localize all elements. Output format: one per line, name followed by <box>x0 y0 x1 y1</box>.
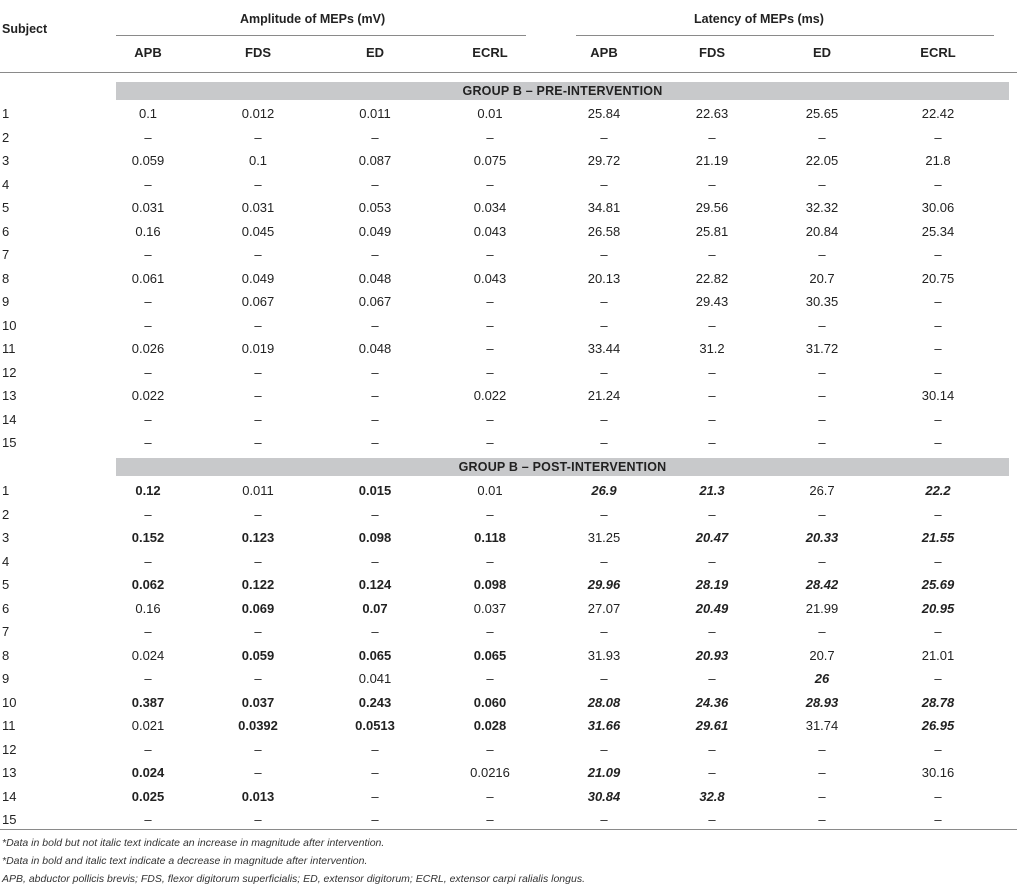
table-cell: 0.031 <box>241 200 275 215</box>
table-cell: – <box>600 624 608 639</box>
subject-id: 4 <box>2 176 10 192</box>
table-cell: – <box>486 624 494 639</box>
table-cell: – <box>818 247 826 262</box>
table-cell: – <box>371 411 379 427</box>
table-cell: 0.059 <box>131 153 165 168</box>
table-cell: 0.045 <box>241 223 275 239</box>
table-cell: – <box>144 506 152 522</box>
table-cell: – <box>486 788 494 804</box>
table-cell: 31.93 <box>587 647 621 663</box>
table-cell: 21.55 <box>921 530 955 545</box>
section-title-band: GROUP B – POST-INTERVENTION <box>116 458 1009 476</box>
table-cell: 21.3 <box>699 483 725 498</box>
table-cell: – <box>934 317 942 333</box>
table-cell: 30.16 <box>921 765 955 780</box>
table-cell: 25.84 <box>587 106 621 121</box>
subject-id: 2 <box>2 129 10 145</box>
table-cell: – <box>254 435 262 450</box>
table-cell: 21.01 <box>921 647 955 663</box>
table-cell: 20.75 <box>921 270 955 286</box>
table-cell: 0.124 <box>358 577 392 592</box>
table-cell: 30.14 <box>921 388 955 403</box>
table-cell: 21.8 <box>925 153 951 168</box>
table-cell: 26.58 <box>587 223 621 239</box>
table-cell: 20.7 <box>809 270 835 286</box>
subject-id: 8 <box>2 647 10 663</box>
table-cell: – <box>371 765 379 780</box>
table-cell: – <box>708 812 716 827</box>
table-cell: – <box>818 765 826 780</box>
table-cell: 25.81 <box>695 223 729 239</box>
table-cell: 26 <box>814 671 830 686</box>
table-cell: – <box>371 788 379 804</box>
table-cell: 34.81 <box>587 200 621 215</box>
table-cell: – <box>934 176 942 192</box>
table-cell: – <box>934 812 942 827</box>
table-cell: 28.78 <box>921 694 955 710</box>
table-cell: – <box>144 624 152 639</box>
table-cell: 20.33 <box>805 530 839 545</box>
table-cell: – <box>371 506 379 522</box>
table-cell: – <box>818 435 826 450</box>
table-cell: – <box>254 506 262 522</box>
table-cell: – <box>600 411 608 427</box>
subject-id: 6 <box>2 600 10 616</box>
table-cell: 0.069 <box>241 600 275 616</box>
muscle-column-header: APB <box>134 45 162 60</box>
table-cell: 0.037 <box>241 694 275 710</box>
table-cell: 32.8 <box>699 788 725 804</box>
table-cell: – <box>934 788 942 804</box>
table-cell: – <box>600 176 608 192</box>
table-cell: 0.152 <box>131 530 165 545</box>
muscle-column-header: FDS <box>699 45 725 60</box>
table-cell: 0.065 <box>358 647 392 663</box>
table-cell: – <box>708 553 716 569</box>
table-cell: 0.022 <box>131 388 165 403</box>
table-cell: – <box>254 388 262 403</box>
table-cell: 31.2 <box>699 341 725 356</box>
subject-id: 6 <box>2 223 10 239</box>
table-cell: – <box>600 435 608 450</box>
table-cell: – <box>818 176 826 192</box>
table-cell: 0.062 <box>131 577 165 592</box>
table-cell: – <box>600 364 608 380</box>
table-cell: – <box>254 317 262 333</box>
muscle-column-header: ECRL <box>920 45 956 60</box>
subject-id: 1 <box>2 483 10 498</box>
subject-id: 2 <box>2 506 10 522</box>
subject-id: 8 <box>2 270 10 286</box>
subject-id: 1 <box>2 106 10 121</box>
table-cell: 22.82 <box>695 270 729 286</box>
table-cell: – <box>600 506 608 522</box>
muscle-column-header: ECRL <box>472 45 508 60</box>
table-cell: – <box>934 341 942 356</box>
table-cell: 0.015 <box>358 483 392 498</box>
table-cell: – <box>934 435 942 450</box>
table-cell: – <box>708 435 716 450</box>
table-cell: – <box>144 317 152 333</box>
table-cell: 0.098 <box>358 530 392 545</box>
table-cell: – <box>371 435 379 450</box>
subject-id: 13 <box>2 388 17 403</box>
latency-group-header: Latency of MEPs (ms) <box>694 12 824 26</box>
table-cell: – <box>934 247 942 262</box>
subject-id: 9 <box>2 671 10 686</box>
table-cell: 22.05 <box>805 153 839 168</box>
header-bottom-rule <box>0 72 1017 73</box>
section-title-band: GROUP B – PRE-INTERVENTION <box>116 82 1009 100</box>
subject-id: 14 <box>2 788 17 804</box>
table-cell: – <box>371 624 379 639</box>
table-cell: – <box>371 317 379 333</box>
muscle-column-header: ED <box>365 45 385 60</box>
table-cell: 21.24 <box>587 388 621 403</box>
table-cell: – <box>708 411 716 427</box>
table-cell: 0.067 <box>241 294 275 309</box>
subject-id: 12 <box>2 364 17 380</box>
table-cell: – <box>934 294 942 309</box>
table-cell: 0.059 <box>241 647 275 663</box>
subject-id: 15 <box>2 435 17 450</box>
table-cell: 26.7 <box>809 483 835 498</box>
table-cell: – <box>818 741 826 757</box>
table-cell: 21.19 <box>695 153 729 168</box>
table-cell: – <box>818 506 826 522</box>
subject-id: 5 <box>2 200 10 215</box>
table-cell: 0.049 <box>241 270 275 286</box>
table-cell: – <box>818 553 826 569</box>
table-cell: 21.09 <box>587 765 621 780</box>
subject-id: 7 <box>2 624 10 639</box>
table-cell: – <box>144 364 152 380</box>
table-cell: 0.0216 <box>470 765 510 780</box>
table-cell: – <box>600 129 608 145</box>
table-cell: – <box>486 294 494 309</box>
table-cell: – <box>708 765 716 780</box>
table-cell: 26.9 <box>591 483 617 498</box>
table-cell: – <box>600 553 608 569</box>
table-cell: – <box>708 506 716 522</box>
table-cell: 0.01 <box>477 106 503 121</box>
table-cell: 31.74 <box>805 718 839 733</box>
subject-id: 3 <box>2 153 10 168</box>
table-cell: 30.84 <box>587 788 621 804</box>
table-cell: 29.61 <box>695 718 729 733</box>
table-cell: – <box>144 176 152 192</box>
table-cell: – <box>254 624 262 639</box>
table-cell: – <box>486 364 494 380</box>
table-cell: 0.1 <box>138 106 158 121</box>
table-cell: 25.34 <box>921 223 955 239</box>
table-cell: 0.075 <box>473 153 507 168</box>
table-cell: – <box>708 176 716 192</box>
table-cell: – <box>371 176 379 192</box>
table-cell: – <box>144 741 152 757</box>
table-cell: – <box>144 294 152 309</box>
subject-id: 14 <box>2 411 17 427</box>
table-cell: – <box>934 741 942 757</box>
table-cell: – <box>934 553 942 569</box>
table-cell: 0.387 <box>131 694 165 710</box>
table-cell: – <box>144 435 152 450</box>
table-cell: 29.43 <box>695 294 729 309</box>
table-cell: 0.061 <box>131 270 165 286</box>
table-cell: – <box>708 624 716 639</box>
table-cell: 33.44 <box>587 341 621 356</box>
table-cell: 0.025 <box>131 788 165 804</box>
table-cell: 29.96 <box>587 577 621 592</box>
table-cell: 0.01 <box>477 483 503 498</box>
table-cell: 0.098 <box>473 577 507 592</box>
table-cell: 0.031 <box>131 200 165 215</box>
table-cell: 20.93 <box>695 647 729 663</box>
table-cell: – <box>144 411 152 427</box>
table-cell: 31.66 <box>587 718 621 733</box>
table-cell: – <box>254 741 262 757</box>
table-cell: 0.122 <box>241 577 275 592</box>
table-cell: 30.35 <box>805 294 839 309</box>
table-cell: 20.47 <box>695 530 729 545</box>
table-cell: – <box>371 129 379 145</box>
table-cell: – <box>934 411 942 427</box>
table-cell: 31.25 <box>587 530 621 545</box>
table-cell: 0.012 <box>241 106 275 121</box>
footnote-bold-italic: *Data in bold and italic text indicate a decrease in magnitude after intervention. <box>2 855 368 867</box>
table-cell: 0.048 <box>358 341 392 356</box>
table-cell: – <box>486 176 494 192</box>
table-cell: 0.16 <box>135 600 161 616</box>
table-cell: – <box>144 553 152 569</box>
table-cell: 28.93 <box>805 694 839 710</box>
table-cell: – <box>600 294 608 309</box>
table-cell: – <box>144 247 152 262</box>
table-cell: 0.048 <box>358 270 392 286</box>
subject-id: 12 <box>2 741 17 757</box>
table-cell: – <box>486 129 494 145</box>
subject-id: 13 <box>2 765 17 780</box>
table-cell: 21.99 <box>805 600 839 616</box>
table-cell: – <box>708 671 716 686</box>
table-cell: 0.011 <box>359 106 391 121</box>
table-cell: – <box>486 341 494 356</box>
table-cell: – <box>818 364 826 380</box>
subject-id: 5 <box>2 577 10 592</box>
table-cell: 26.95 <box>921 718 955 733</box>
muscle-column-header: FDS <box>245 45 271 60</box>
table-cell: – <box>934 364 942 380</box>
subject-id: 15 <box>2 812 17 827</box>
table-cell: 20.13 <box>587 270 621 286</box>
table-cell: 32.32 <box>805 200 839 215</box>
table-cell: 28.08 <box>587 694 621 710</box>
table-cell: 0.037 <box>473 600 507 616</box>
table-cell: – <box>371 364 379 380</box>
table-cell: – <box>600 741 608 757</box>
footnote-abbreviations: APB, abductor pollicis brevis; FDS, flexor digitorum superficialis; ED, extensor digitorum; ECRL, extensor carpi ralialis longus. <box>2 873 585 885</box>
subject-id: 9 <box>2 294 10 309</box>
table-cell: 0.049 <box>358 223 392 239</box>
table-cell: – <box>600 247 608 262</box>
table-cell: 0.026 <box>131 341 165 356</box>
subject-id: 7 <box>2 247 10 262</box>
table-cell: – <box>818 624 826 639</box>
table-cell: 25.65 <box>805 106 839 121</box>
table-cell: – <box>254 247 262 262</box>
table-cell: 0.07 <box>362 600 388 616</box>
table-cell: – <box>254 765 262 780</box>
table-cell: 0.0513 <box>355 718 395 733</box>
table-cell: – <box>486 435 494 450</box>
table-cell: – <box>371 388 379 403</box>
table-cell: 0.087 <box>358 153 392 168</box>
table-cell: – <box>144 812 152 827</box>
table-cell: 28.19 <box>695 577 729 592</box>
table-cell: – <box>371 247 379 262</box>
table-cell: 0.067 <box>358 294 392 309</box>
table-cell: – <box>254 671 262 686</box>
table-cell: – <box>371 741 379 757</box>
subject-id: 10 <box>2 694 17 710</box>
table-cell: 0.043 <box>473 270 507 286</box>
table-cell: – <box>708 388 716 403</box>
table-cell: 0.118 <box>474 530 506 545</box>
table-cell: 31.72 <box>805 341 839 356</box>
table-cell: – <box>818 129 826 145</box>
table-cell: – <box>254 364 262 380</box>
table-cell: – <box>144 129 152 145</box>
table-cell: – <box>254 129 262 145</box>
table-cell: 29.72 <box>587 153 621 168</box>
table-cell: – <box>486 671 494 686</box>
table-cell: 0.034 <box>473 200 507 215</box>
table-cell: 0.0392 <box>238 718 278 733</box>
table-cell: 0.060 <box>473 694 507 710</box>
table-cell: – <box>254 411 262 427</box>
table-cell: 0.024 <box>131 765 165 780</box>
latency-group-rule <box>576 35 994 36</box>
table-cell: – <box>600 317 608 333</box>
table-cell: – <box>818 317 826 333</box>
table-cell: 0.013 <box>241 788 275 804</box>
table-cell: – <box>486 506 494 522</box>
amplitude-group-header: Amplitude of MEPs (mV) <box>240 12 386 26</box>
table-cell: 0.1 <box>248 153 268 168</box>
table-cell: 30.06 <box>921 200 955 215</box>
table-cell: – <box>254 176 262 192</box>
table-cell: – <box>486 247 494 262</box>
amplitude-group-rule <box>116 35 526 36</box>
table-cell: 0.011 <box>242 483 274 498</box>
table-cell: 0.065 <box>473 647 507 663</box>
table-cell: 0.243 <box>358 694 392 710</box>
muscle-column-header: ED <box>812 45 832 60</box>
table-cell: – <box>708 247 716 262</box>
table-cell: – <box>486 741 494 757</box>
table-cell: 0.024 <box>131 647 165 663</box>
table-cell: – <box>708 317 716 333</box>
table-cell: 20.84 <box>805 223 839 239</box>
table-cell: 20.95 <box>921 600 955 616</box>
table-cell: – <box>486 317 494 333</box>
table-cell: – <box>600 671 608 686</box>
subject-id: 4 <box>2 553 10 569</box>
table-cell: 20.49 <box>695 600 729 616</box>
table-cell: – <box>486 553 494 569</box>
table-cell: – <box>254 553 262 569</box>
table-cell: – <box>600 812 608 827</box>
muscle-column-header: APB <box>590 45 618 60</box>
table-cell: – <box>708 741 716 757</box>
table-cell: 0.028 <box>473 718 507 733</box>
table-cell: – <box>144 671 152 686</box>
table-cell: – <box>486 812 494 827</box>
table-cell: 22.2 <box>925 483 951 498</box>
table-cell: 0.021 <box>131 718 165 733</box>
table-cell: 29.56 <box>695 200 729 215</box>
table-cell: 28.42 <box>805 577 839 592</box>
table-cell: – <box>818 788 826 804</box>
footnote-bold: *Data in bold but not italic text indicate an increase in magnitude after intervention. <box>2 837 385 849</box>
subject-id: 3 <box>2 530 10 545</box>
table-cell: 0.041 <box>358 671 392 686</box>
table-cell: 0.019 <box>241 341 275 356</box>
table-cell: – <box>708 364 716 380</box>
table-cell: – <box>818 388 826 403</box>
table-cell: – <box>818 812 826 827</box>
table-cell: – <box>371 812 379 827</box>
table-cell: 0.053 <box>358 200 392 215</box>
table-cell: – <box>934 506 942 522</box>
table-cell: 0.12 <box>135 483 161 498</box>
table-cell: – <box>934 624 942 639</box>
subject-id: 11 <box>2 718 16 733</box>
table-cell: 0.123 <box>241 530 275 545</box>
subject-id: 10 <box>2 317 17 333</box>
table-cell: 22.63 <box>695 106 729 121</box>
table-cell: 25.69 <box>921 577 955 592</box>
table-cell: 0.16 <box>135 223 161 239</box>
table-cell: – <box>934 671 942 686</box>
subject-id: 11 <box>2 341 16 356</box>
table-cell: 20.7 <box>809 647 835 663</box>
table-cell: 0.043 <box>473 223 507 239</box>
table-cell: 22.42 <box>921 106 955 121</box>
table-cell: – <box>708 129 716 145</box>
table-cell: – <box>486 411 494 427</box>
table-cell: 24.36 <box>695 694 729 710</box>
table-cell: 0.022 <box>473 388 507 403</box>
table-cell: – <box>818 411 826 427</box>
table-cell: – <box>254 812 262 827</box>
table-cell: 27.07 <box>587 600 621 616</box>
table-cell: – <box>371 553 379 569</box>
table-bottom-rule <box>0 829 1017 830</box>
subject-column-header: Subject <box>2 22 48 36</box>
table-cell: – <box>934 129 942 145</box>
